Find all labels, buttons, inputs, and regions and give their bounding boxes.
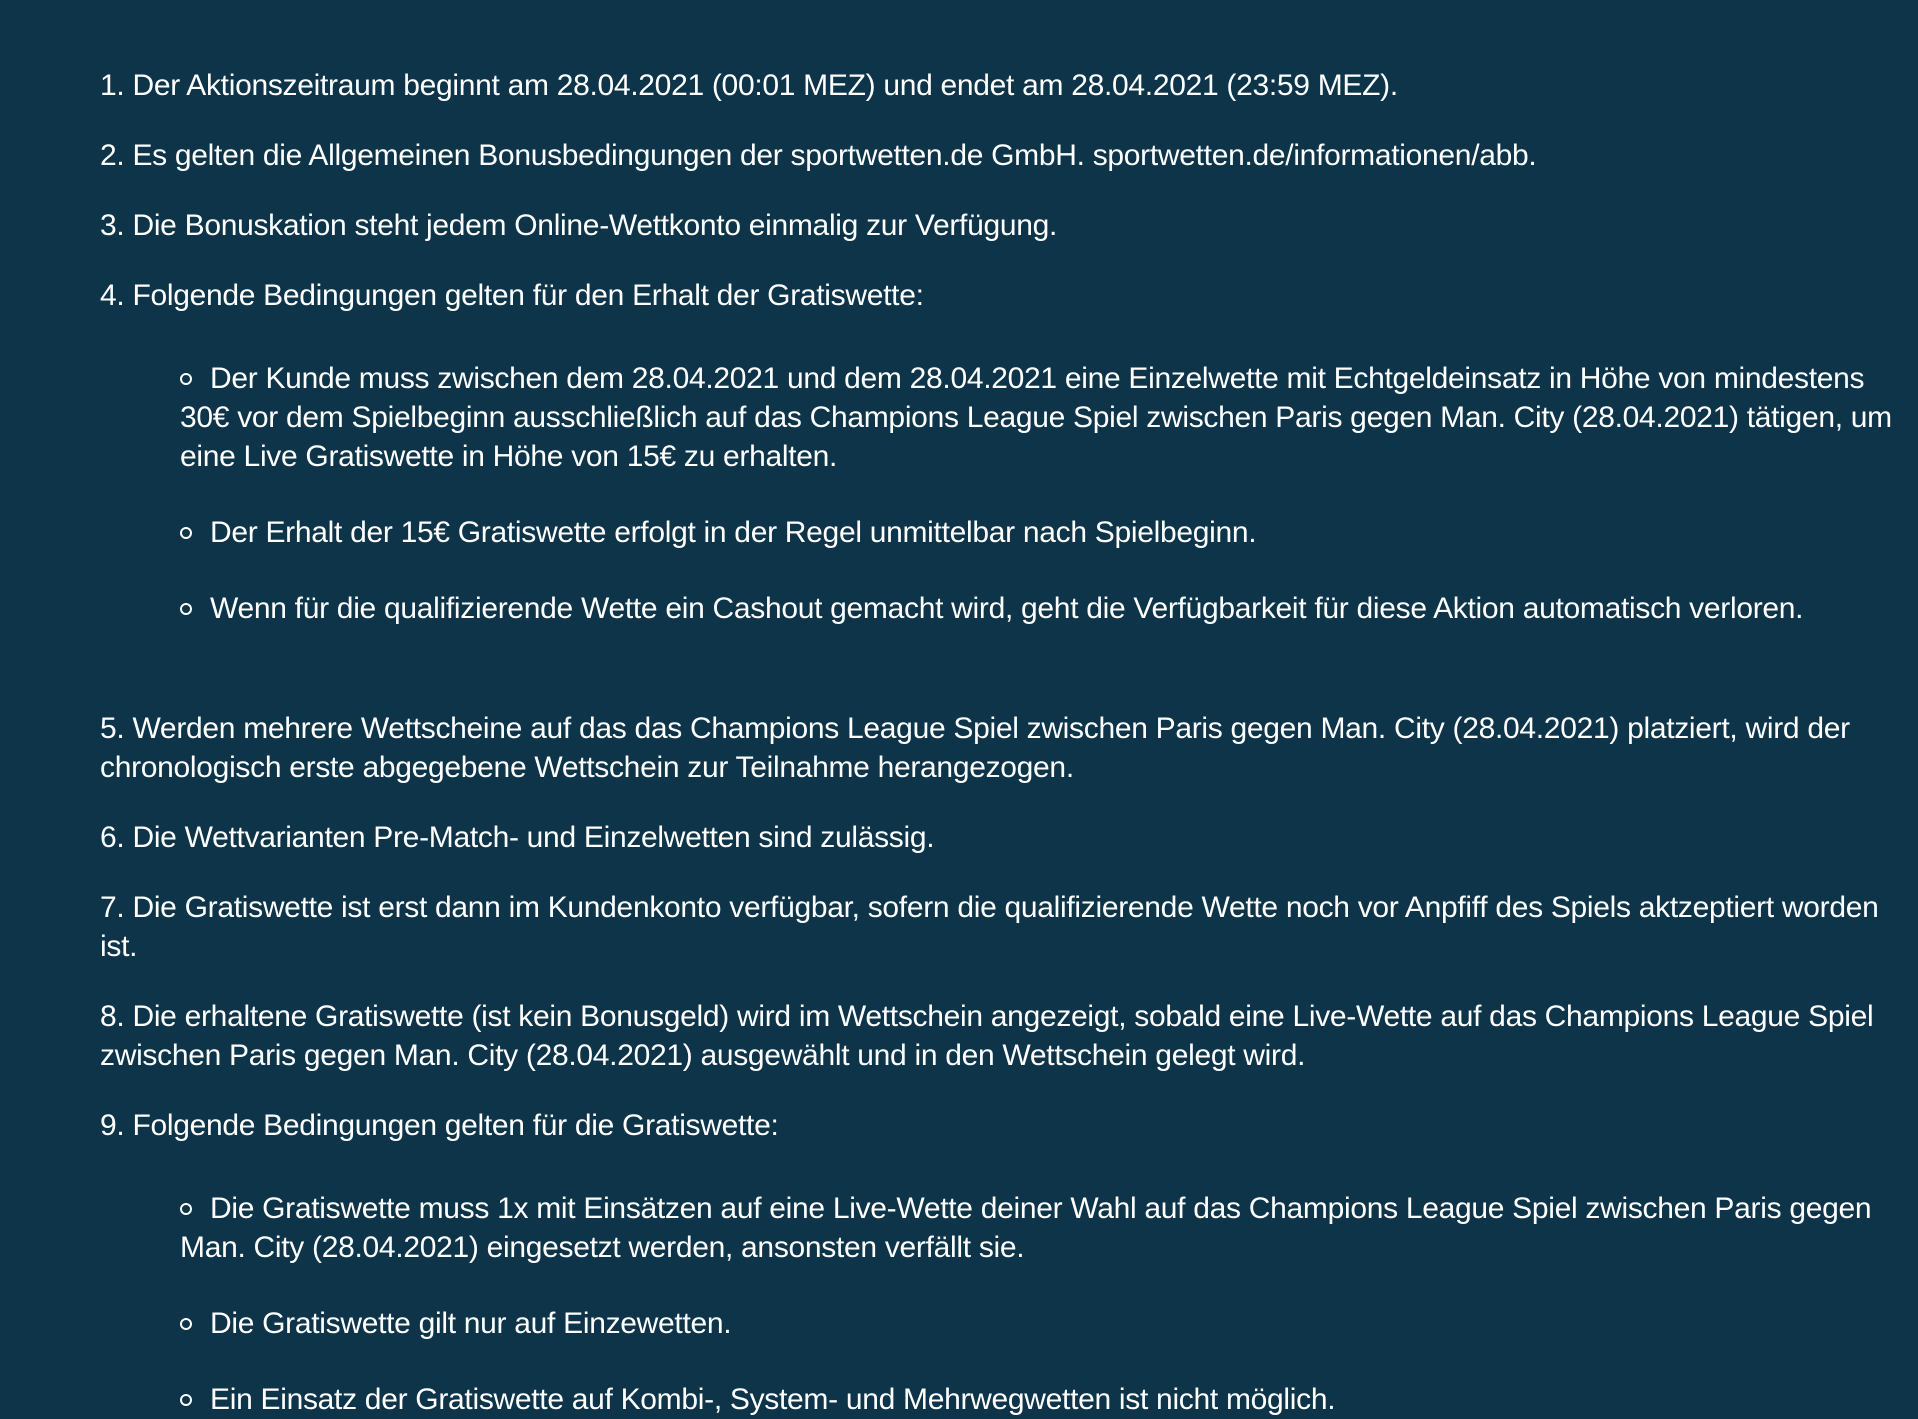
term-9-subitem-3-text: Ein Einsatz der Gratiswette auf Kombi-, System- und Mehrwegwetten ist nicht möglich.: [210, 1383, 1336, 1416]
term-6: 6. Die Wettvarianten Pre-Match- und Einzelwetten sind zulässig.: [100, 821, 935, 854]
circle-bullet-icon: [180, 1394, 192, 1406]
terms-container: [100, 66, 1900, 1419]
circle-bullet-icon: [180, 1318, 192, 1330]
circle-bullet-icon: [180, 527, 192, 539]
term-8: 8. Die erhaltene Gratiswette (ist kein Bonusgeld) wird im Wettschein angezeigt, sobald eine Live-Wette auf das Champions League Spiel zwischen Paris gegen Man. City (28.04.2021) ausgewählt und in den Wettschein gelegt wird.: [100, 1000, 1874, 1072]
circle-bullet-icon: [180, 603, 192, 615]
term-5: 5. Werden mehrere Wettscheine auf das das Champions League Spiel zwischen Paris gegen Man. City (28.04.2021) platziert, wird der chronologisch erste abgegebene Wettschein zur Teilnahme herangezogen.: [100, 712, 1850, 784]
term-9-subitem-2-text: Die Gratiswette gilt nur auf Einzewetten.: [210, 1307, 732, 1340]
term-9-subitem-2: [180, 1304, 1900, 1343]
term-1: 1. Der Aktionszeitraum beginnt am 28.04.2021 (00:01 MEZ) und endet am 28.04.2021 (23:59 MEZ).: [100, 69, 1398, 102]
term-9: 9. Folgende Bedingungen gelten für die Gratiswette:: [100, 1109, 779, 1142]
term-9-subitem-3: [180, 1380, 1900, 1419]
term-2: 2. Es gelten die Allgemeinen Bonusbedingungen der sportwetten.de GmbH. sportwetten.de/informationen/abb.: [100, 139, 1537, 172]
term-3: 3. Die Bonuskation steht jedem Online-Wettkonto einmalig zur Verfügung.: [100, 209, 1058, 242]
term-9-sublist: [100, 1189, 1900, 1419]
term-4: 4. Folgende Bedingungen gelten für den Erhalt der Gratiswette:: [100, 279, 924, 312]
term-4-sublist: [100, 359, 1900, 628]
term-4-subitem-3-text: Wenn für die qualifizierende Wette ein Cashout gemacht wird, geht die Verfügbarkeit für diese Aktion automatisch verloren.: [210, 592, 1804, 625]
section-spacer: [100, 628, 1900, 709]
term-4-subitem-3: [180, 589, 1900, 628]
term-9-subitem-1: [180, 1189, 1900, 1267]
term-4-subitem-2-text: Der Erhalt der 15€ Gratiswette erfolgt in der Regel unmittelbar nach Spielbeginn.: [210, 516, 1257, 549]
circle-bullet-icon: [180, 373, 192, 385]
circle-bullet-icon: [180, 1203, 192, 1215]
term-7: 7. Die Gratiswette ist erst dann im Kundenkonto verfügbar, sofern die qualifizierende Wette noch vor Anpfiff des Spiels aktzeptiert worden ist.: [100, 891, 1879, 963]
term-9-subitem-1-text: Die Gratiswette muss 1x mit Einsätzen auf eine Live-Wette deiner Wahl auf das Champions League Spiel zwischen Paris gegen Man. City (28.04.2021) eingesetzt werden, ansonsten verfällt sie.: [180, 1192, 1872, 1264]
term-4-subitem-1: [180, 359, 1900, 476]
term-4-subitem-1-text: Der Kunde muss zwischen dem 28.04.2021 und dem 28.04.2021 eine Einzelwette mit Echtgeldeinsatz in Höhe von mindestens 30€ vor dem Spielbeginn ausschließlich auf das Champions League Spiel zwischen Paris gegen Man. City (28.04.2021) tätigen, um eine Live Gratiswette in Höhe von 15€ zu erhalten.: [180, 362, 1892, 473]
term-4-subitem-2: [180, 513, 1900, 552]
